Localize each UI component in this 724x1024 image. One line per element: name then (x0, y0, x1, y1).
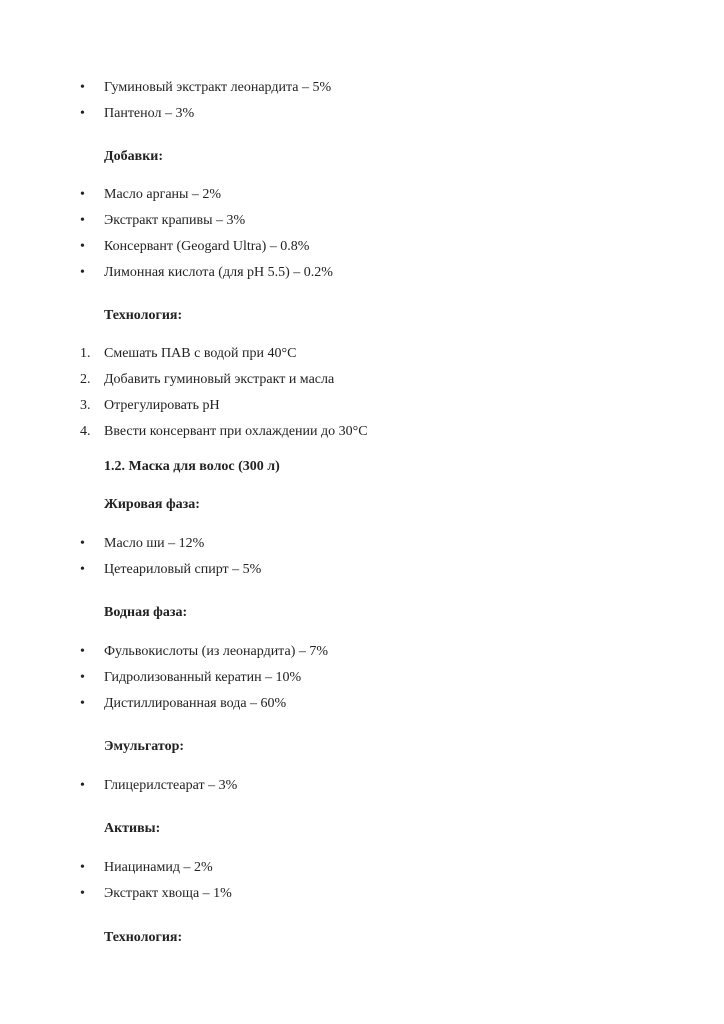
bullet-icon: • (80, 106, 85, 121)
bullet-icon: • (80, 886, 85, 901)
step-number: 1. (80, 346, 91, 361)
bullet-icon: • (80, 778, 85, 793)
step-number: 3. (80, 398, 91, 413)
bullet-icon: • (80, 644, 85, 659)
step-number: 2. (80, 372, 91, 387)
heading-actives: Активы: (104, 821, 161, 836)
bullet-icon: • (80, 265, 85, 280)
heading-additives: Добавки: (104, 149, 163, 164)
bullet-icon: • (80, 860, 85, 875)
heading-water-phase: Водная фаза: (104, 605, 188, 620)
bullet-icon: • (80, 187, 85, 202)
document-page: • Гуминовый экстракт леонардита – 5% • Пантенол – 3% Добавки: • Масло арганы – 2% • Экстракт крапивы – 3% • Консервант (Geogard Ultra) – 0.8% • Лимонная кислота (для pH 5.5) – 0.2% Технология: 1. Смешать ПАВ с водой при 40°C 2. Добавить гуминовый экстракт и масла 3. Отрегулировать pH 4. Ввести консервант при охлаждении до 30°C 1.2. Маска для волос (300 л) Жировая фаза: • Масло ши – 12% • Цетеариловый спирт – 5% Водная фаза: • Фульвокислоты (из леонардита) – 7% • Гидролизованный кератин – 10% • Дистиллированная вода – 60% Эмульгатор: • Глицерилстеарат – 3% Активы: • Ниацинамид – 2% • Экстракт хвоща – 1% Технология: (80, 80, 368, 945)
bullet-icon: • (80, 213, 85, 228)
heading-emulsifier: Эмульгатор: (104, 739, 185, 754)
bullet-icon: • (80, 536, 85, 551)
heading-technology: Технология: (104, 308, 183, 323)
bullet-icon: • (80, 239, 85, 254)
heading-technology: Технология: (104, 930, 183, 945)
bullet-icon: • (80, 696, 85, 711)
step-number: 4. (80, 424, 91, 439)
bullet-icon: • (80, 80, 85, 95)
bullet-icon: • (80, 562, 85, 577)
heading-fat-phase: Жировая фаза: (104, 497, 200, 512)
bullet-icon: • (80, 670, 85, 685)
section-title: 1.2. Маска для волос (300 л) (104, 459, 280, 474)
